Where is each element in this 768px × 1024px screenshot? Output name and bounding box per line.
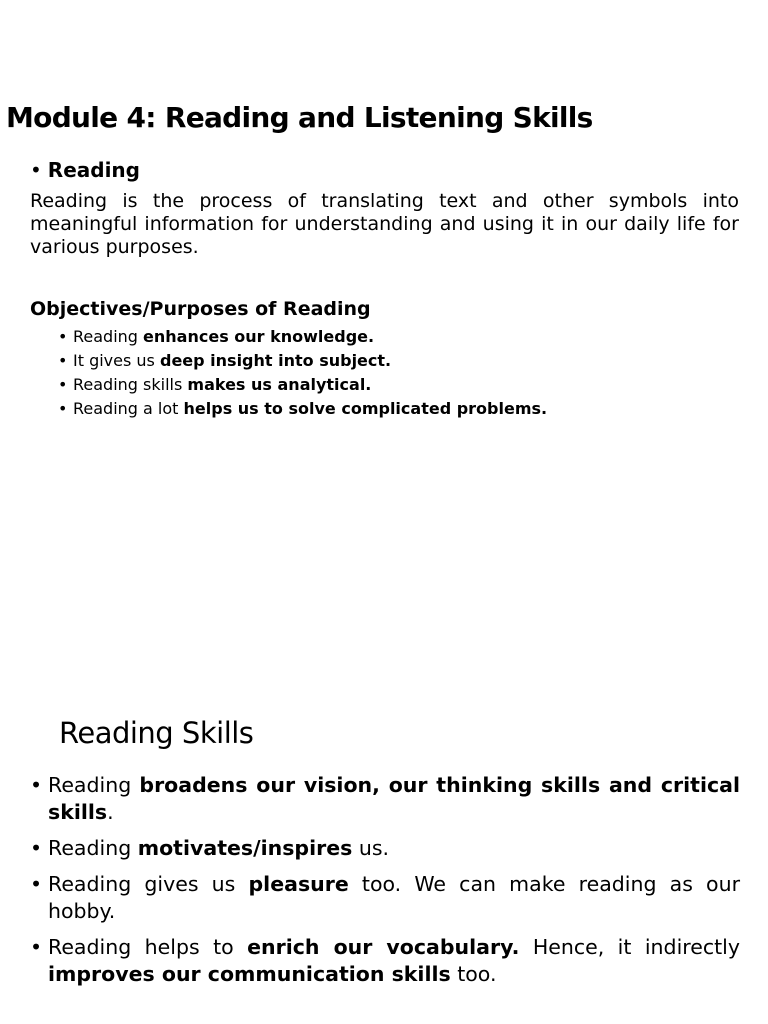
bullet: • (58, 351, 68, 370)
objective-emphasis: enhances our knowledge. (143, 327, 375, 346)
bullet: • (58, 375, 68, 394)
skill-text: us. (352, 836, 390, 860)
objective-item (58, 349, 547, 373)
bullet: • (30, 872, 43, 896)
objective-emphasis: helps us to solve complicated problems. (183, 399, 548, 418)
skill-text: too. We can make reading as our hobby. (48, 872, 740, 923)
objectives-heading: Objectives/Purposes of Reading (30, 298, 371, 320)
skill-emphasis: improves our communication skills (48, 962, 451, 986)
objective-text: It gives us (73, 351, 160, 370)
reading-heading-label: Reading (47, 158, 140, 182)
skill-item (30, 772, 740, 826)
reading-skills-title: Reading Skills (59, 716, 254, 750)
reading-heading (30, 158, 140, 182)
bullet: • (30, 935, 43, 959)
objective-emphasis: makes us analytical. (187, 375, 372, 394)
skill-item (30, 835, 740, 862)
bullet: • (30, 836, 43, 860)
objective-text: Reading skills (73, 375, 188, 394)
skill-text: . (107, 800, 114, 824)
skill-emphasis: broadens our vision, our thinking skills and critical skills (48, 773, 740, 824)
objective-text: Reading (73, 327, 144, 346)
skill-item (30, 934, 740, 988)
skill-emphasis: enrich our vocabulary. (247, 935, 520, 959)
bullet: • (58, 327, 68, 346)
module-title: Module 4: Reading and Listening Skills (6, 101, 593, 134)
skill-text: Hence, it indirectly (519, 935, 740, 959)
skill-text: Reading (48, 836, 138, 860)
bullet: • (58, 399, 68, 418)
skill-text: Reading (48, 773, 140, 797)
reading-definition: Reading is the process of translating text and other symbols into meaningful information for understanding and using it in our daily life for various purposes. (30, 190, 739, 258)
skill-emphasis: pleasure (248, 872, 349, 896)
objective-item (58, 325, 547, 349)
objective-item (58, 373, 547, 397)
skill-emphasis: motivates/inspires (137, 836, 353, 860)
objectives-list (58, 325, 547, 421)
skill-item (30, 871, 740, 925)
objective-item (58, 397, 547, 421)
skill-text: too. (450, 962, 497, 986)
objective-text: Reading a lot (73, 399, 184, 418)
bullet: • (30, 773, 43, 797)
reading-skills-list (30, 772, 740, 997)
skill-text: Reading helps to (48, 935, 248, 959)
objective-emphasis: deep insight into subject. (159, 351, 392, 370)
bullet: • (30, 158, 42, 182)
skill-text: Reading gives us (48, 872, 249, 896)
